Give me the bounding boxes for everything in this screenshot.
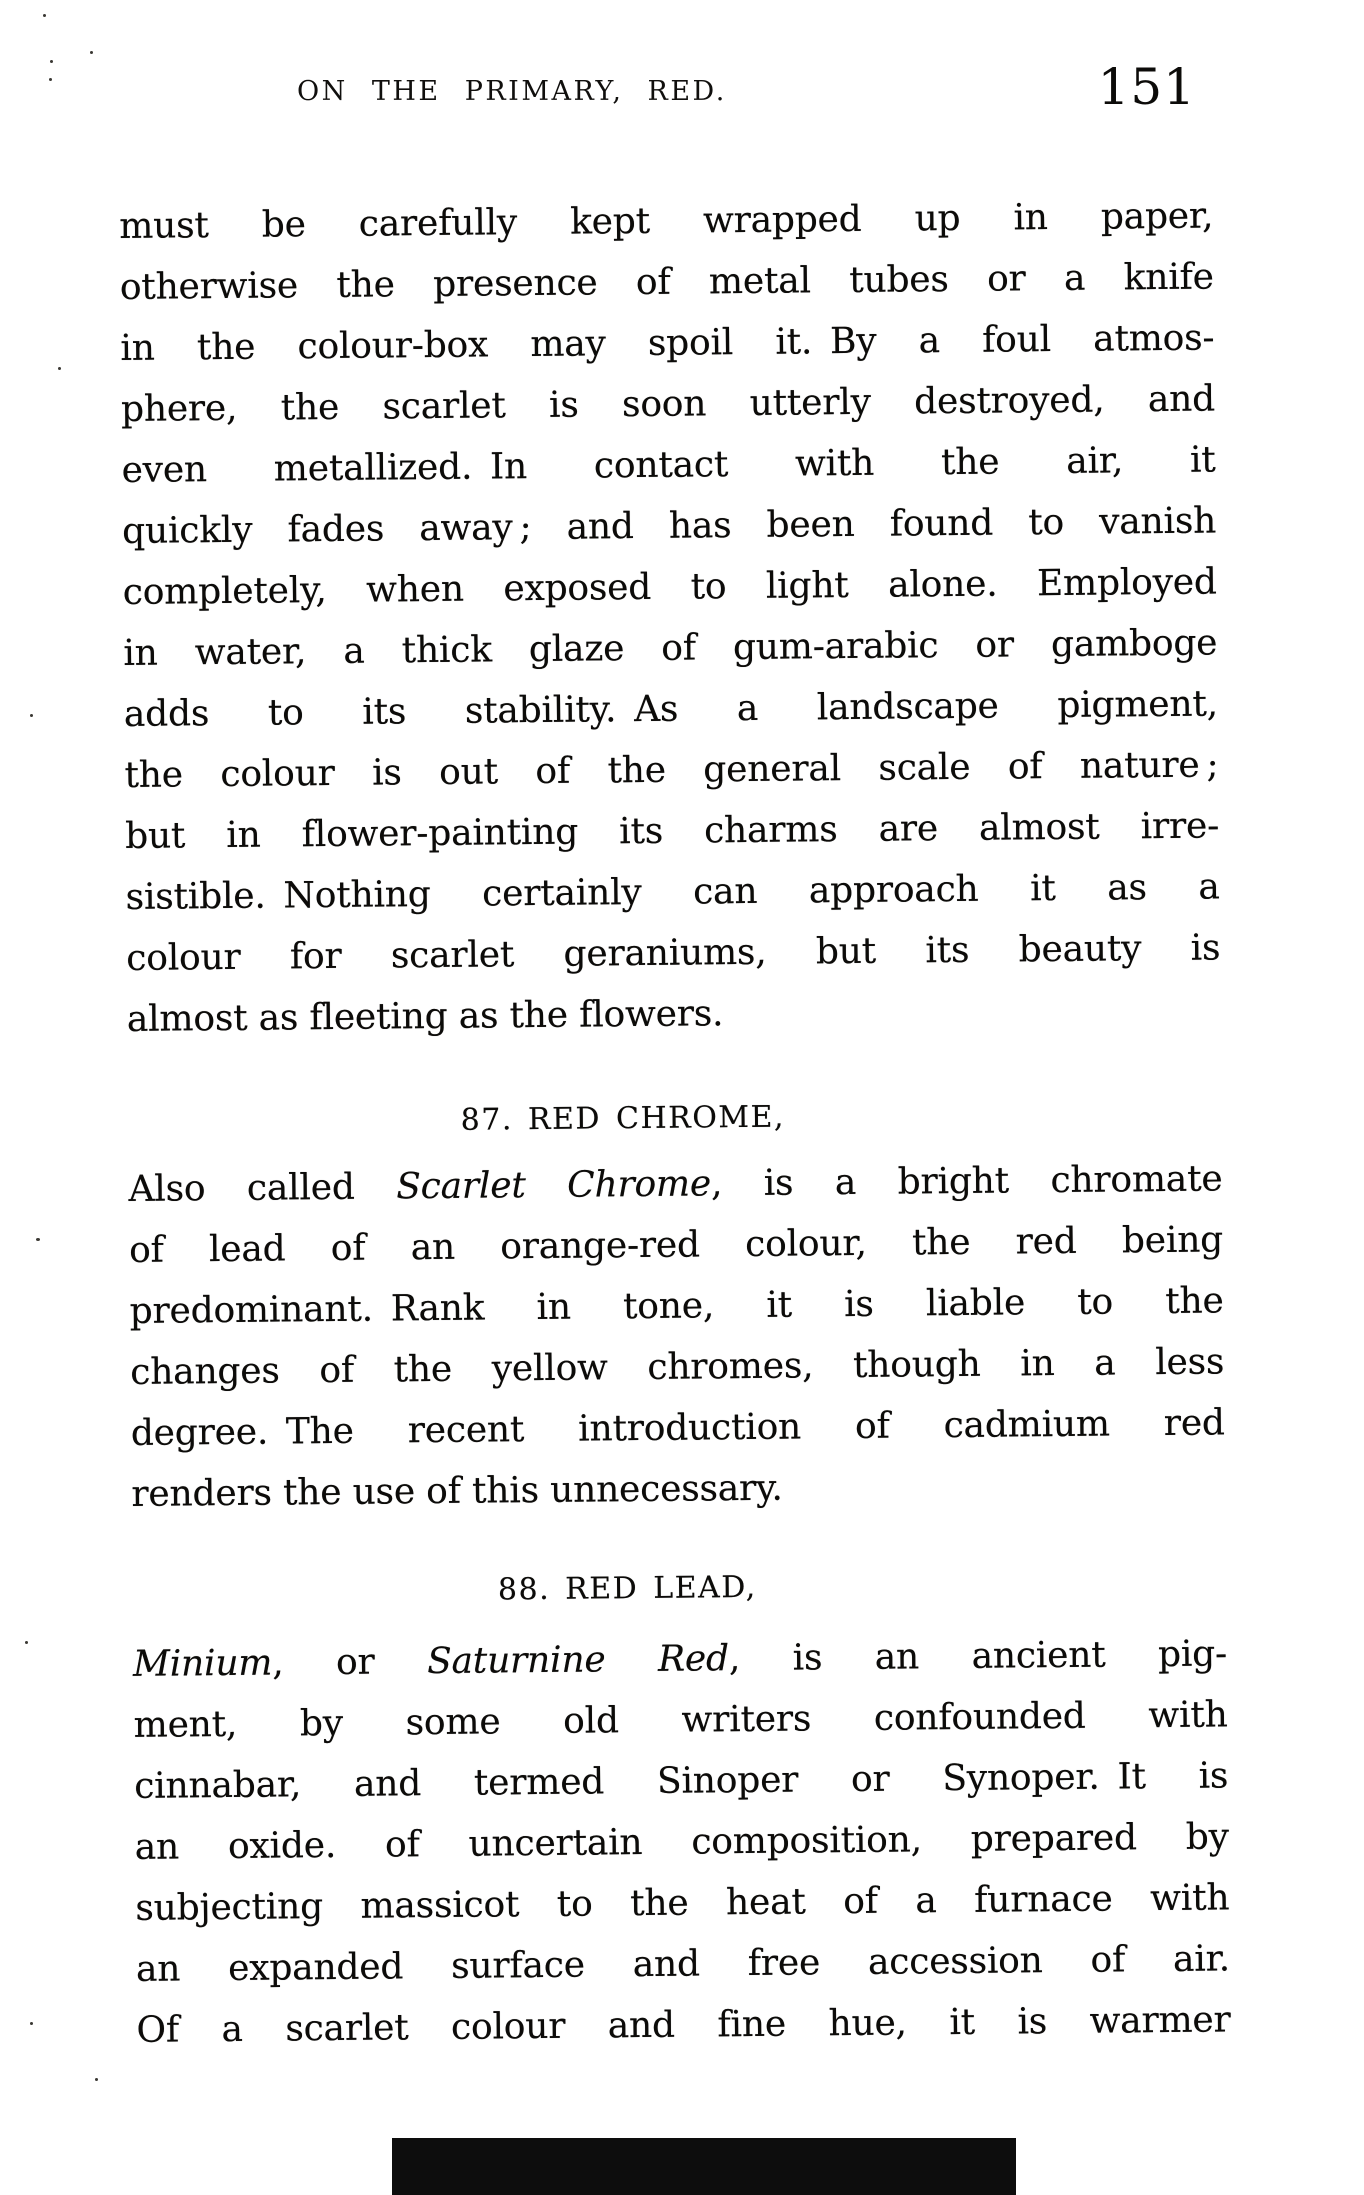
text-line: the colour is out of the general scale of nature ;: [124, 744, 1219, 796]
text-line: adds to its stability. As a landscape pigment,: [123, 683, 1219, 735]
text-line: an oxide. of uncertain composition, prepared by: [134, 1816, 1229, 1868]
text-line: renders the use of this unnecessary.: [131, 1467, 783, 1515]
page-text: [117, 0, 1232, 2195]
text-line: Also called Scarlet Chrome, is a bright chromate: [128, 1158, 1223, 1210]
scan-speck: [30, 2022, 33, 2025]
text-line: must be carefully kept wrapped up in paper,: [119, 195, 1214, 247]
text-line: otherwise the presence of metal tubes or a knife: [119, 256, 1214, 308]
section-heading-text: 87. RED CHROME,: [460, 1099, 786, 1138]
scan-speck: [95, 2078, 98, 2081]
scan-speck: [30, 714, 33, 717]
text-line: sistible. Nothing certainly can approach it as a: [125, 866, 1220, 918]
section-heading: [128, 1091, 1222, 1145]
scan-speck: [49, 78, 52, 81]
scan-speck: [43, 14, 46, 17]
text-line: changes of the yellow chromes, though in a less: [130, 1341, 1225, 1393]
text-line: completely, when exposed to light alone. Employed: [122, 561, 1217, 613]
scan-speck: [90, 51, 93, 54]
text-line: cinnabar, and termed Sinoper or Synoper. It is: [134, 1755, 1229, 1807]
scan-speck: [36, 1238, 40, 1241]
text-line: ment, by some old writers confounded with: [133, 1694, 1228, 1746]
paragraph: [128, 1148, 1225, 1524]
page-number: 151: [1097, 58, 1196, 116]
running-title: ON THE PRIMARY, RED.: [297, 76, 727, 107]
text-line: subjecting massicot to the heat of a furnace with: [135, 1877, 1230, 1929]
section-heading: [132, 1561, 1226, 1615]
text-line: in water, a thick glaze of gum-arabic or gamboge: [123, 622, 1218, 674]
text-line: an expanded surface and free accession of air.: [135, 1938, 1231, 1990]
text-line: Of a scarlet colour and fine hue, it is warmer: [136, 1999, 1231, 2051]
text-line: quickly fades away ; and has been found to vanish: [121, 500, 1217, 552]
text-line: almost as fleeting as the flowers.: [126, 993, 724, 1040]
scan-speck: [50, 60, 53, 63]
text-line: even metallized. In contact with the air, it: [121, 439, 1216, 491]
paragraph: [119, 185, 1221, 1049]
text-line: Minium, or Saturnine Red, is an ancient pig-: [132, 1633, 1228, 1685]
text-line: phere, the scarlet is soon utterly destroyed, and: [120, 378, 1216, 430]
scan-artifact-bar: [392, 2138, 1016, 2195]
text-line: degree. The recent introduction of cadmium red: [130, 1402, 1225, 1454]
scan-speck: [25, 1641, 28, 1644]
section-heading-text: 88. RED LEAD,: [497, 1569, 757, 1608]
text-line: of lead of an orange-red colour, the red being: [128, 1219, 1224, 1271]
text-line: colour for scarlet geraniums, but its beauty is: [126, 927, 1221, 979]
paragraph: [133, 1623, 1231, 2060]
text-line: in the colour-box may spoil it. By a foul atmos-: [120, 317, 1215, 369]
scan-speck: [58, 367, 61, 370]
text-line: predominant. Rank in tone, it is liable to the: [129, 1280, 1224, 1332]
text-line: but in flower-painting its charms are almost irre-: [124, 805, 1220, 857]
